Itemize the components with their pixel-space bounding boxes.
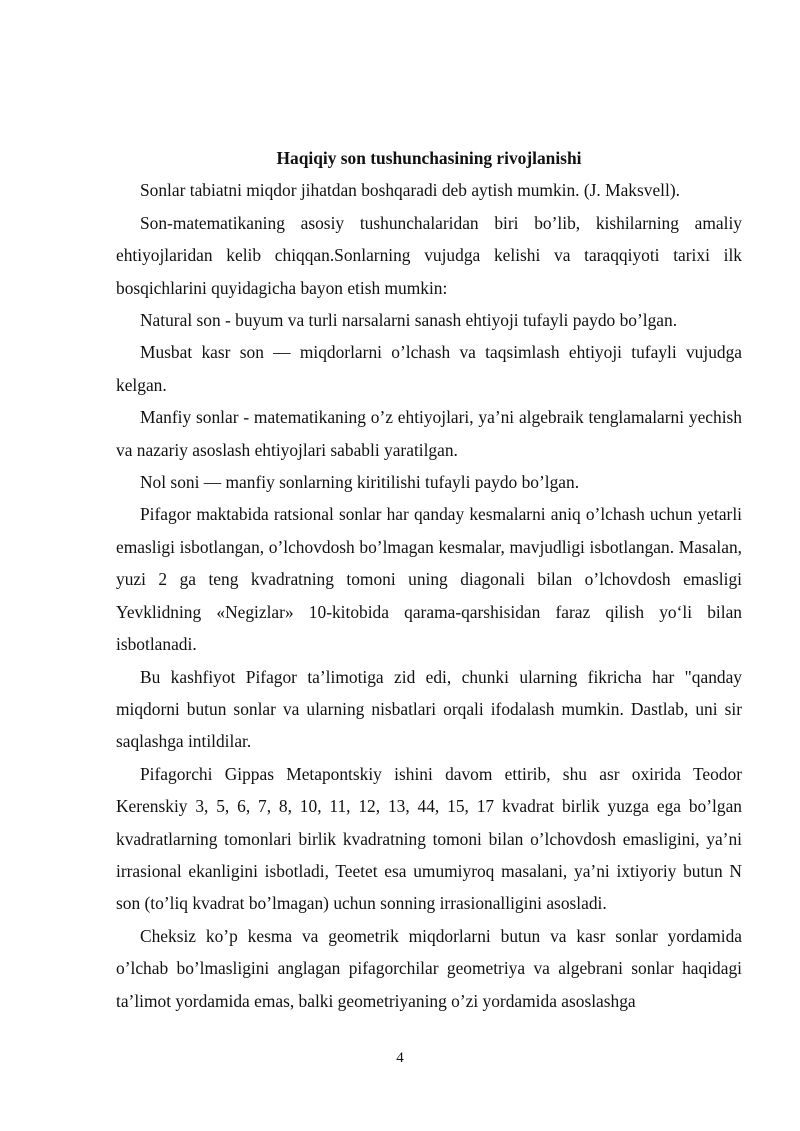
paragraph-infinite-segments: Cheksiz ko’p kesma va geometrik miqdorlarni butun va kasr sonlar yordamida o’lchab bo’lmasligini anglagan pifagorchilar geometriya va algebrani sonlar haqidagi ta’limot yordamida emas, balki geometriyaning o’zi yordamida asoslashga xyxy=(116,925,742,1011)
document-body xyxy=(116,142,742,1017)
paragraph-negative-numbers: Manfiy sonlar - matematikaning o’z ehtiyojlari, ya’ni algebraik tenglamalarni yechish va nazariy asoslash ehtiyojlari sababli yaratilgan. xyxy=(116,407,742,460)
paragraph-maxwell-quote: Sonlar tabiatni miqdor jihatdan boshqaradi deb aytish mumkin. (J. Maksvell). xyxy=(140,180,680,201)
paragraph-pythagoras-school: Pifagor maktabida ratsional sonlar har qanday kesmalarni aniq o’lchash uchun yetarli emasligi isbotlangan, o’lchovdosh bo’lmagan kesmalar, mavjudligi isbotlangan. Masalan, yuzi 2 ga teng kvadratning tomoni uning diagonali bilan o’lchovdosh emasligi Yevklidning «Negizlar» 10-kitobida qarama-qarshisidan faraz qilish yo‘li bilan isbotlanadi. xyxy=(116,504,742,655)
page-number: 4 xyxy=(396,1050,404,1066)
paragraph-zero: Nol soni — manfiy sonlarning kiritilishi tufayli paydo bo’lgan. xyxy=(140,472,580,493)
document-title: Haqiqiy son tushunchasining rivojlanishi xyxy=(276,148,582,168)
paragraph-natural-numbers: Natural son - buyum va turli narsalarni sanash ehtiyoji tufayli paydo bo’lgan. xyxy=(140,310,678,331)
paragraph-number-concept: Son-matematikaning asosiy tushunchalaridan biri bo’lib, kishilarning amaliy ehtiyojlaridan kelib chiqqan.Sonlarning vujudga kelishi va taraqqiyoti tarixi ilk bosqichlarini quyidagicha bayon etish mumkin: xyxy=(116,212,742,298)
paragraph-hippasus: Pifagorchi Gippas Metapontskiy ishini davom ettirib, shu asr oxirida Teodor Kerenskiy 3, 5, 6, 7, 8, 10, 11, 12, 13, 44, 15, 17 kvadrat birlik yuzga ega bo’lgan kvadratlarning tomonlari birlik kvadratning tomoni bilan o’lchovdosh emasligini, ya’ni irrasional ekanligini isbotladi, Teetet esa umumiyroq masalani, ya’ni ixtiyoriy butun N son (to’liq kvadrat bo’lmagan) uchun sonning irrasionalligini asosladi. xyxy=(116,763,742,914)
paragraph-discovery: Bu kashfiyot Pifagor ta’limotiga zid edi, chunki ularning fikricha har "qanday miqdorni butun sonlar va ularning nisbatlari orqali ifodalash mumkin. Dastlab, uni sir saqlashga intildilar. xyxy=(116,666,742,752)
paragraph-positive-fractions: Musbat kasr son — miqdorlarni o’lchash va taqsimlash ehtiyoji tufayli vujudga kelgan. xyxy=(116,342,742,395)
